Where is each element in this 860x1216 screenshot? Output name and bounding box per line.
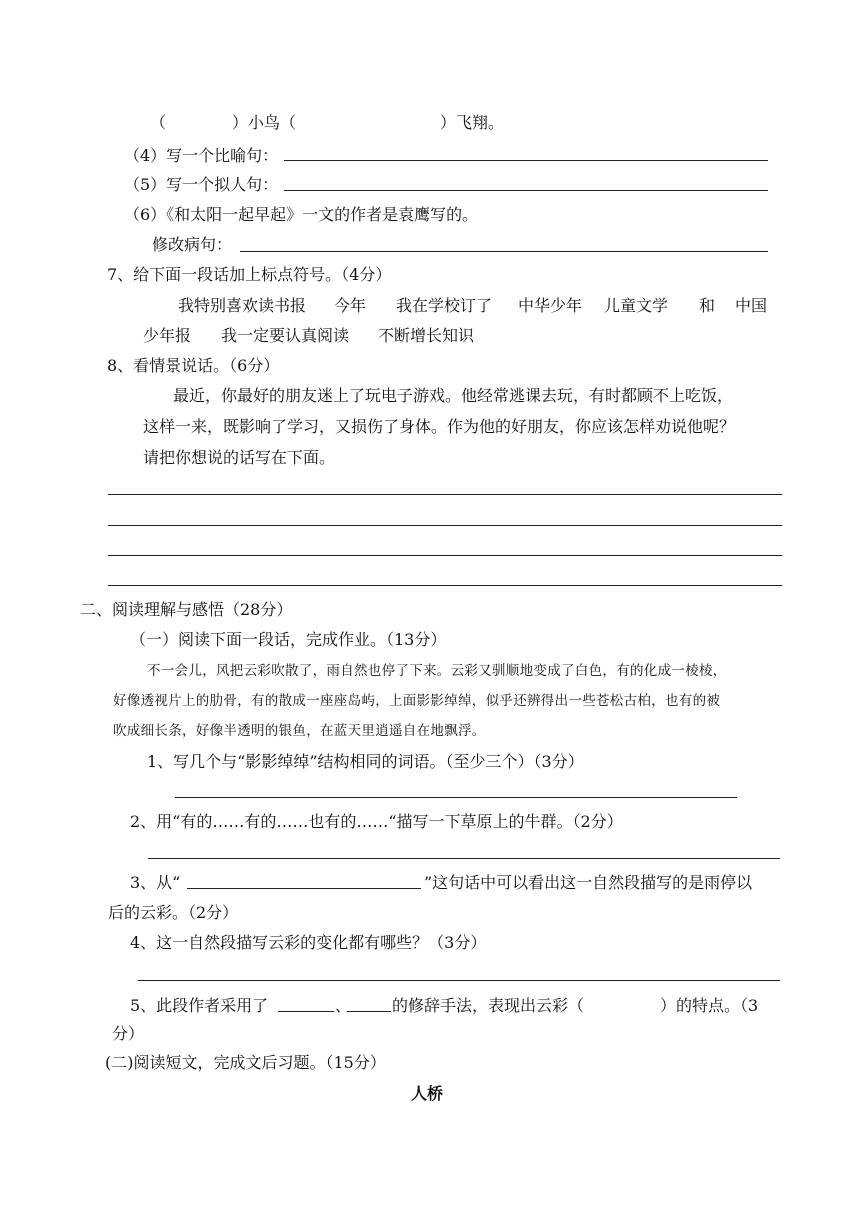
passage-line: 吹成细长条，好像半透明的银鱼，在蓝天里逍遥自在地飘浮。 bbox=[113, 723, 486, 739]
q7-fragment: 中华少年 bbox=[518, 296, 583, 315]
q7-fragment: 儿童文学 bbox=[604, 296, 669, 315]
reading-q1: 1、写几个与“影影绰绰”结构相同的词语。（至少三个）（3分） bbox=[147, 752, 584, 771]
reading-q3-line2: 后的云彩。（2分） bbox=[108, 903, 239, 922]
bird-middle-text: ）小鸟（ bbox=[232, 113, 297, 132]
reading-q5-a: 5、此段作者采用了 bbox=[130, 996, 269, 1015]
reading-q5-c: 的修辞手法，表现出云彩（ bbox=[392, 996, 585, 1015]
reading-q3-start: 3、从“ bbox=[130, 873, 181, 892]
reading-q2: 2、用“有的……有的……也有的……“描写一下草原上的牛群。（2分） bbox=[130, 812, 623, 831]
reading-q3-blank[interactable] bbox=[187, 888, 421, 889]
bird-end-text: ）飞翔。 bbox=[440, 113, 505, 132]
sick-sentence: （6）《和太阳一起早起》一文的作者是袁鹰写的。 bbox=[124, 205, 479, 224]
q8-answer-line[interactable] bbox=[108, 525, 782, 526]
reading-q4-answer-line[interactable] bbox=[138, 980, 780, 981]
q7-fragment: 少年报 bbox=[143, 326, 192, 345]
part2-title: (二)阅读短文，完成文后习题。（15分） bbox=[105, 1053, 386, 1072]
reading-q5-d: ）的特点。（3 bbox=[660, 996, 759, 1015]
q7-fragment: 我在学校订了 bbox=[396, 296, 493, 315]
reading-q5-blank-1[interactable] bbox=[278, 1011, 334, 1012]
reading-q5-blank-2[interactable] bbox=[347, 1011, 391, 1012]
reading-q5-line2: 分） bbox=[112, 1024, 145, 1043]
q7-fragment: 不断增长知识 bbox=[378, 326, 475, 345]
q8-answer-line[interactable] bbox=[108, 585, 782, 586]
section2-title: 二、阅读理解与感悟（28分） bbox=[80, 600, 293, 619]
q8-answer-line[interactable] bbox=[108, 555, 782, 556]
q7-fragment: 我特别喜欢读书报 bbox=[178, 296, 307, 315]
q7-title: 7、给下面一段话加上标点符号。（4分） bbox=[107, 265, 392, 284]
q8-line: 最近，你最好的朋友迷上了玩电子游戏。他经常逃课去玩，有时都顾不上吃饭， bbox=[173, 386, 734, 405]
q7-fragment: 我一定要认真阅读 bbox=[221, 326, 350, 345]
q7-fragment: 和 bbox=[699, 296, 716, 315]
q8-answer-line[interactable] bbox=[108, 494, 782, 495]
fix-sentence-label: 修改病句： bbox=[152, 235, 233, 254]
passage-line: 不一会儿，风把云彩吹散了，雨自然也停了下来。云彩又驯顺地变成了白色，有的化成一棱棱， bbox=[147, 663, 727, 679]
q7-fragment: 今年 bbox=[334, 296, 367, 315]
part1-title: （一）阅读下面一段话，完成作业。（13分） bbox=[130, 630, 447, 649]
reading-q3-end: ”这句话中可以看出这一自然段描写的是雨停以 bbox=[424, 873, 753, 892]
reading-q4: 4、这一自然段描写云彩的变化都有哪些？（3分） bbox=[130, 933, 487, 952]
metaphor-label: （4）写一个比喻句： bbox=[124, 146, 279, 165]
bird-open-paren: （ bbox=[150, 113, 167, 132]
q8-title: 8、看情景说话。（6分） bbox=[107, 356, 280, 375]
reading-q2-answer-line[interactable] bbox=[148, 858, 780, 859]
personify-label: （5）写一个拟人句： bbox=[124, 175, 279, 194]
q8-line: 这样一来，既影响了学习，又损伤了身体。作为他的好朋友，你应该怎样劝说他呢？ bbox=[143, 417, 736, 436]
q8-line: 请把你想说的话写在下面。 bbox=[143, 448, 336, 467]
article-title: 人桥 bbox=[411, 1084, 444, 1103]
personify-answer-line[interactable] bbox=[284, 190, 768, 191]
reading-q5-b: 、 bbox=[335, 996, 352, 1015]
reading-q1-answer-line[interactable] bbox=[175, 797, 737, 798]
q7-fragment: 中国 bbox=[735, 296, 768, 315]
metaphor-answer-line[interactable] bbox=[284, 160, 768, 161]
passage-line: 好像透视片上的肋骨，有的散成一座座岛屿，上面影影绰绰，似乎还辨得出一些苍松古柏，也有的被 bbox=[113, 693, 721, 709]
fix-sentence-answer-line[interactable] bbox=[240, 251, 768, 252]
